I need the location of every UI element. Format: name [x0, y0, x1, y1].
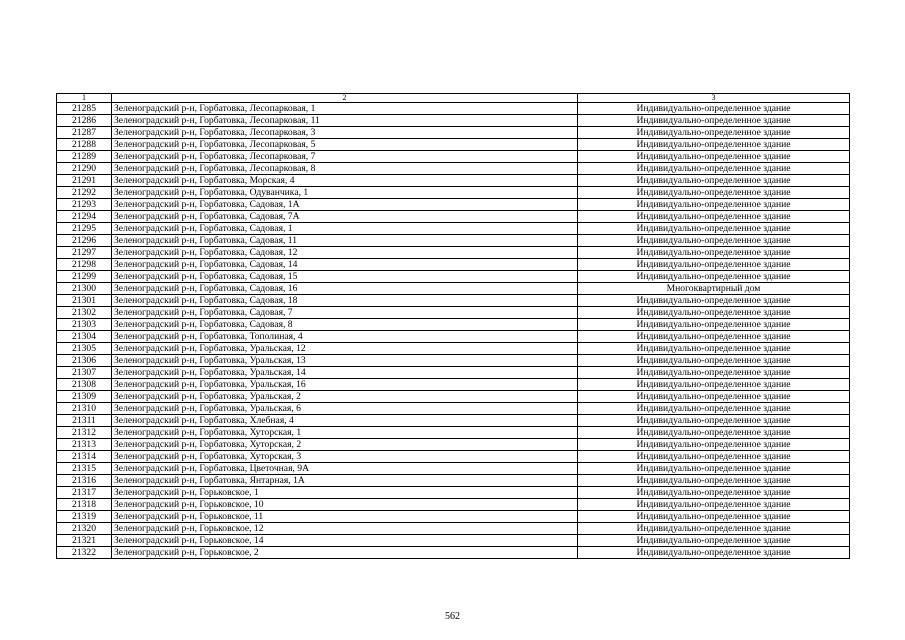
address-cell: Зеленоградский р-н, Горьковское, 11 [112, 511, 578, 523]
table-row [57, 427, 850, 439]
address-cell: Зеленоградский р-н, Горбатовка, Садовая, 1А [112, 199, 578, 211]
row-number-cell: 21311 [57, 415, 112, 427]
table-row [57, 283, 850, 295]
table-row [57, 463, 850, 475]
object-type-cell: Индивидуально-определенное здание [578, 163, 850, 175]
row-number-cell: 21316 [57, 475, 112, 487]
address-cell: Зеленоградский р-н, Горбатовка, Лесопарковая, 5 [112, 139, 578, 151]
address-cell: Зеленоградский р-н, Горбатовка, Лесопарковая, 11 [112, 115, 578, 127]
row-number-cell: 21290 [57, 163, 112, 175]
object-type-cell: Индивидуально-определенное здание [578, 379, 850, 391]
row-number-cell: 21315 [57, 463, 112, 475]
address-cell: Зеленоградский р-н, Горбатовка, Садовая, 7 [112, 307, 578, 319]
row-number-cell: 21309 [57, 391, 112, 403]
address-cell: Зеленоградский р-н, Горбатовка, Уральская, 2 [112, 391, 578, 403]
object-type-cell: Индивидуально-определенное здание [578, 199, 850, 211]
object-type-cell: Индивидуально-определенное здание [578, 367, 850, 379]
row-number-cell: 21291 [57, 175, 112, 187]
address-cell: Зеленоградский р-н, Горбатовка, Уральская, 12 [112, 343, 578, 355]
address-cell: Зеленоградский р-н, Горбатовка, Уральская, 14 [112, 367, 578, 379]
table-row [57, 535, 850, 547]
table-row [57, 259, 850, 271]
row-number-cell: 21292 [57, 187, 112, 199]
table-row [57, 415, 850, 427]
table-row [57, 175, 850, 187]
object-type-cell: Индивидуально-определенное здание [578, 259, 850, 271]
table-row [57, 367, 850, 379]
object-type-cell: Индивидуально-определенное здание [578, 211, 850, 223]
object-type-cell: Индивидуально-определенное здание [578, 103, 850, 115]
row-number-cell: 21307 [57, 367, 112, 379]
row-number-cell: 21322 [57, 547, 112, 559]
table-row [57, 271, 850, 283]
property-table [56, 93, 850, 559]
table-row [57, 235, 850, 247]
table-body [57, 103, 850, 559]
row-number-cell: 21296 [57, 235, 112, 247]
object-type-cell: Индивидуально-определенное здание [578, 127, 850, 139]
table-row [57, 355, 850, 367]
address-cell: Зеленоградский р-н, Горбатовка, Садовая, 7А [112, 211, 578, 223]
table-row [57, 391, 850, 403]
table-row [57, 103, 850, 115]
object-type-cell: Индивидуально-определенное здание [578, 223, 850, 235]
table-row [57, 115, 850, 127]
address-cell: Зеленоградский р-н, Горьковское, 10 [112, 499, 578, 511]
address-cell: Зеленоградский р-н, Горбатовка, Садовая, 1 [112, 223, 578, 235]
address-cell: Зеленоградский р-н, Горбатовка, Хуторская, 3 [112, 451, 578, 463]
table-row [57, 295, 850, 307]
object-type-cell: Индивидуально-определенное здание [578, 499, 850, 511]
table-row [57, 211, 850, 223]
object-type-cell: Индивидуально-определенное здание [578, 415, 850, 427]
address-cell: Зеленоградский р-н, Горбатовка, Садовая, 8 [112, 319, 578, 331]
table-row [57, 139, 850, 151]
object-type-cell: Индивидуально-определенное здание [578, 319, 850, 331]
object-type-cell: Индивидуально-определенное здание [578, 451, 850, 463]
column-header-type: 3 [578, 94, 850, 103]
object-type-cell: Индивидуально-определенное здание [578, 343, 850, 355]
address-cell: Зеленоградский р-н, Горбатовка, Садовая, 14 [112, 259, 578, 271]
object-type-cell: Многоквартирный дом [578, 283, 850, 295]
table-row [57, 499, 850, 511]
row-number-cell: 21318 [57, 499, 112, 511]
row-number-cell: 21302 [57, 307, 112, 319]
address-cell: Зеленоградский р-н, Горбатовка, Уральская, 6 [112, 403, 578, 415]
object-type-cell: Индивидуально-определенное здание [578, 235, 850, 247]
address-cell: Зеленоградский р-н, Горбатовка, Лесопарковая, 7 [112, 151, 578, 163]
table-row [57, 307, 850, 319]
address-cell: Зеленоградский р-н, Горбатовка, Одуванчика, 1 [112, 187, 578, 199]
address-cell: Зеленоградский р-н, Горбатовка, Хуторская, 2 [112, 439, 578, 451]
row-number-cell: 21299 [57, 271, 112, 283]
row-number-cell: 21304 [57, 331, 112, 343]
address-cell: Зеленоградский р-н, Горбатовка, Садовая, 15 [112, 271, 578, 283]
row-number-cell: 21314 [57, 451, 112, 463]
table-row [57, 487, 850, 499]
table-row [57, 331, 850, 343]
row-number-cell: 21289 [57, 151, 112, 163]
table-row [57, 343, 850, 355]
table-row [57, 547, 850, 559]
object-type-cell: Индивидуально-определенное здание [578, 427, 850, 439]
table-row [57, 127, 850, 139]
object-type-cell: Индивидуально-определенное здание [578, 331, 850, 343]
table-row [57, 163, 850, 175]
row-number-cell: 21285 [57, 103, 112, 115]
row-number-cell: 21298 [57, 259, 112, 271]
table-row [57, 451, 850, 463]
table-row [57, 223, 850, 235]
address-cell: Зеленоградский р-н, Горьковское, 14 [112, 535, 578, 547]
table-row [57, 403, 850, 415]
table-row [57, 439, 850, 451]
table-row [57, 247, 850, 259]
row-number-cell: 21321 [57, 535, 112, 547]
table-row [57, 511, 850, 523]
row-number-cell: 21308 [57, 379, 112, 391]
object-type-cell: Индивидуально-определенное здание [578, 523, 850, 535]
object-type-cell: Индивидуально-определенное здание [578, 295, 850, 307]
address-cell: Зеленоградский р-н, Горбатовка, Уральская, 16 [112, 379, 578, 391]
object-type-cell: Индивидуально-определенное здание [578, 115, 850, 127]
address-cell: Зеленоградский р-н, Горбатовка, Садовая, 16 [112, 283, 578, 295]
table-row [57, 475, 850, 487]
table-row [57, 379, 850, 391]
object-type-cell: Индивидуально-определенное здание [578, 307, 850, 319]
address-cell: Зеленоградский р-н, Горбатовка, Садовая, 12 [112, 247, 578, 259]
page-number: 562 [445, 611, 460, 622]
object-type-cell: Индивидуально-определенное здание [578, 403, 850, 415]
address-cell: Зеленоградский р-н, Горбатовка, Лесопарковая, 1 [112, 103, 578, 115]
object-type-cell: Индивидуально-определенное здание [578, 487, 850, 499]
object-type-cell: Индивидуально-определенное здание [578, 151, 850, 163]
address-cell: Зеленоградский р-н, Горьковское, 1 [112, 487, 578, 499]
document-sheet [56, 93, 849, 559]
object-type-cell: Индивидуально-определенное здание [578, 175, 850, 187]
table-row [57, 151, 850, 163]
object-type-cell: Индивидуально-определенное здание [578, 355, 850, 367]
object-type-cell: Индивидуально-определенное здание [578, 547, 850, 559]
row-number-cell: 21287 [57, 127, 112, 139]
object-type-cell: Индивидуально-определенное здание [578, 463, 850, 475]
row-number-cell: 21301 [57, 295, 112, 307]
object-type-cell: Индивидуально-определенное здание [578, 511, 850, 523]
address-cell: Зеленоградский р-н, Горбатовка, Морская, 4 [112, 175, 578, 187]
object-type-cell: Индивидуально-определенное здание [578, 139, 850, 151]
row-number-cell: 21300 [57, 283, 112, 295]
row-number-cell: 21306 [57, 355, 112, 367]
address-cell: Зеленоградский р-н, Горбатовка, Садовая, 18 [112, 295, 578, 307]
column-header-address: 2 [112, 94, 578, 103]
address-cell: Зеленоградский р-н, Горбатовка, Садовая, 11 [112, 235, 578, 247]
row-number-cell: 21313 [57, 439, 112, 451]
address-cell: Зеленоградский р-н, Горбатовка, Хлебная, 4 [112, 415, 578, 427]
row-number-cell: 21319 [57, 511, 112, 523]
row-number-cell: 21317 [57, 487, 112, 499]
row-number-cell: 21312 [57, 427, 112, 439]
address-cell: Зеленоградский р-н, Горбатовка, Янтарная, 1А [112, 475, 578, 487]
row-number-cell: 21310 [57, 403, 112, 415]
address-cell: Зеленоградский р-н, Горбатовка, Лесопарковая, 3 [112, 127, 578, 139]
address-cell: Зеленоградский р-н, Горьковское, 12 [112, 523, 578, 535]
object-type-cell: Индивидуально-определенное здание [578, 247, 850, 259]
row-number-cell: 21293 [57, 199, 112, 211]
address-cell: Зеленоградский р-н, Горбатовка, Лесопарковая, 8 [112, 163, 578, 175]
row-number-cell: 21295 [57, 223, 112, 235]
address-cell: Зеленоградский р-н, Горбатовка, Цветочная, 9А [112, 463, 578, 475]
object-type-cell: Индивидуально-определенное здание [578, 187, 850, 199]
row-number-cell: 21305 [57, 343, 112, 355]
object-type-cell: Индивидуально-определенное здание [578, 391, 850, 403]
object-type-cell: Индивидуально-определенное здание [578, 439, 850, 451]
row-number-cell: 21303 [57, 319, 112, 331]
address-cell: Зеленоградский р-н, Горбатовка, Хуторская, 1 [112, 427, 578, 439]
column-header-number: 1 [57, 94, 112, 103]
table-row [57, 199, 850, 211]
row-number-cell: 21297 [57, 247, 112, 259]
object-type-cell: Индивидуально-определенное здание [578, 475, 850, 487]
address-cell: Зеленоградский р-н, Горбатовка, Тополиная, 4 [112, 331, 578, 343]
object-type-cell: Индивидуально-определенное здание [578, 535, 850, 547]
table-row [57, 523, 850, 535]
table-row [57, 187, 850, 199]
object-type-cell: Индивидуально-определенное здание [578, 271, 850, 283]
address-cell: Зеленоградский р-н, Горбатовка, Уральская, 13 [112, 355, 578, 367]
row-number-cell: 21320 [57, 523, 112, 535]
row-number-cell: 21286 [57, 115, 112, 127]
row-number-cell: 21294 [57, 211, 112, 223]
address-cell: Зеленоградский р-н, Горьковское, 2 [112, 547, 578, 559]
row-number-cell: 21288 [57, 139, 112, 151]
table-row [57, 319, 850, 331]
table-header-row [57, 94, 850, 103]
